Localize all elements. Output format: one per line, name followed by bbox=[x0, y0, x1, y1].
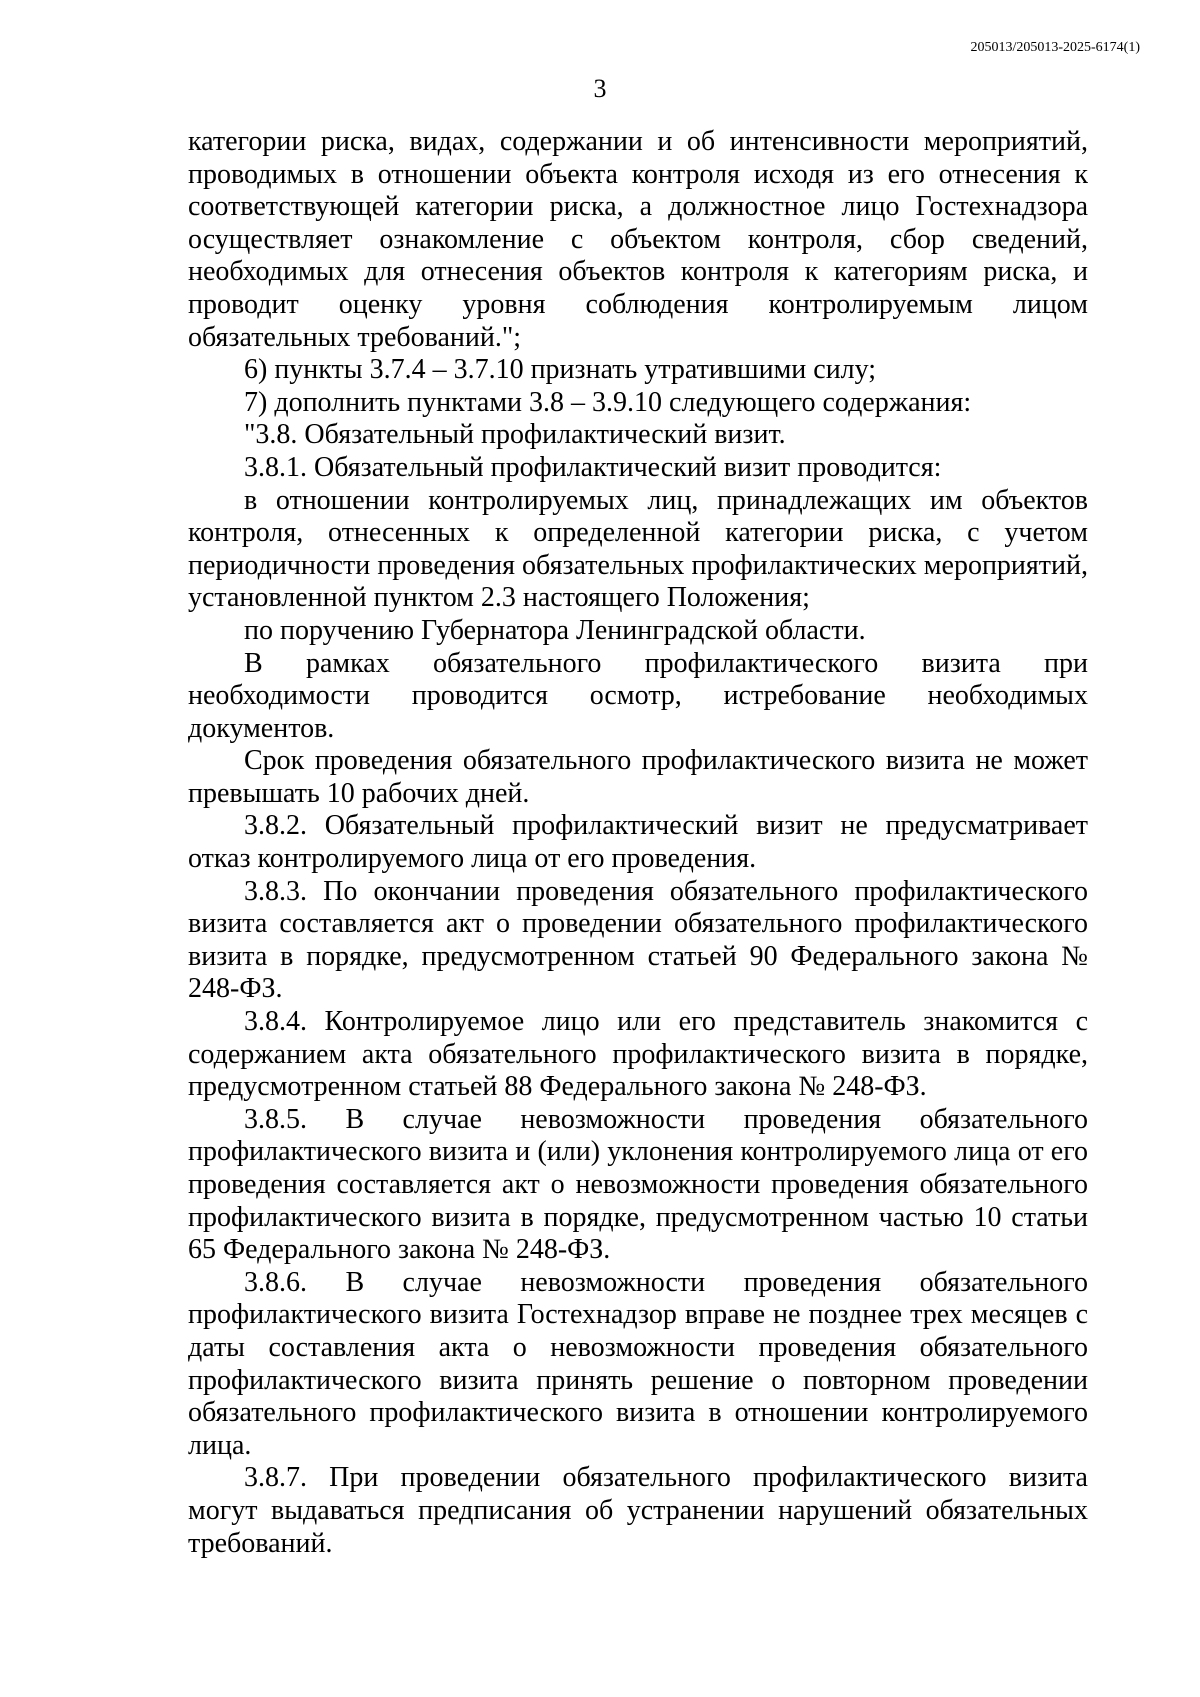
paragraph-item-7: 7) дополнить пунктами 3.8 – 3.9.10 следующего содержания: bbox=[244, 386, 972, 418]
paragraph-item-6: 6) пункты 3.7.4 – 3.7.10 признать утратившими силу; bbox=[244, 354, 877, 386]
paragraph-inspection-scope: В рамках обязательного профилактического визита при необходимости проводится осмотр, истребование необходимых документов. bbox=[188, 647, 1088, 744]
section-heading-3-8: "3.8. Обязательный профилактический визит. bbox=[244, 419, 786, 451]
paragraph-3-8-3: 3.8.3. По окончании проведения обязательного профилактического визита составляется акт о проведении обязательного профилактического визита в порядке, предусмотренном статьей 90 Федерального закона № 248-ФЗ. bbox=[188, 875, 1088, 1005]
paragraph-3-8-6: 3.8.6. В случае невозможности проведения обязательного профилактического визита Гостехнадзор вправе не позднее трех месяцев с даты составления акта о невозможности проведения обязательного профилактического визита принять решение о повторном проведении обязательного профилактического визита в отношении контролируемого лица. bbox=[188, 1266, 1088, 1461]
document-body bbox=[188, 126, 1088, 1560]
paragraph-continuation: категории риска, видах, содержании и об интенсивности мероприятий, проводимых в отношении объекта контроля исходя из его отнесения к соответствующей категории риска, а должностное лицо Гостехнадзора осуществляет ознакомление с объектом контроля, сбор сведений, необходимых для отнесения объектов контроля к категориям риска, и проводит оценку уровня соблюдения контролируемым лицом обязательных требований."; bbox=[188, 126, 1088, 353]
paragraph-3-8-4: 3.8.4. Контролируемое лицо или его представитель знакомится с содержанием акта обязательного профилактического визита в порядке, предусмотренном статьей 88 Федерального закона № 248-ФЗ. bbox=[188, 1006, 1088, 1103]
paragraph-duration: Срок проведения обязательного профилактического визита не может превышать 10 рабочих дней. bbox=[188, 745, 1088, 809]
paragraph-3-8-1-b: по поручению Губернатора Ленинградской области. bbox=[244, 614, 866, 646]
paragraph-3-8-2: 3.8.2. Обязательный профилактический визит не предусматривает отказ контролируемого лица от его проведения. bbox=[188, 810, 1088, 875]
page-number: 3 bbox=[593, 74, 607, 103]
document-id: 205013/205013-2025-6174(1) bbox=[970, 40, 1140, 55]
paragraph-3-8-7: 3.8.7. При проведении обязательного профилактического визита могут выдаваться предписания об устранении нарушений обязательных требований. bbox=[188, 1462, 1088, 1559]
paragraph-3-8-5: 3.8.5. В случае невозможности проведения обязательного профилактического визита и (или) уклонения контролируемого лица от его проведения составляется акт о невозможности проведения обязательного профилактического визита в порядке, предусмотренном частью 10 статьи 65 Федерального закона № 248-ФЗ. bbox=[188, 1103, 1088, 1266]
paragraph-3-8-1: 3.8.1. Обязательный профилактический визит проводится: bbox=[244, 451, 942, 483]
paragraph-3-8-1-a: в отношении контролируемых лиц, принадлежащих им объектов контроля, отнесенных к определенной категории риска, с учетом периодичности проведения обязательных профилактических мероприятий, установленной пунктом 2.3 настоящего Положения; bbox=[188, 484, 1088, 614]
